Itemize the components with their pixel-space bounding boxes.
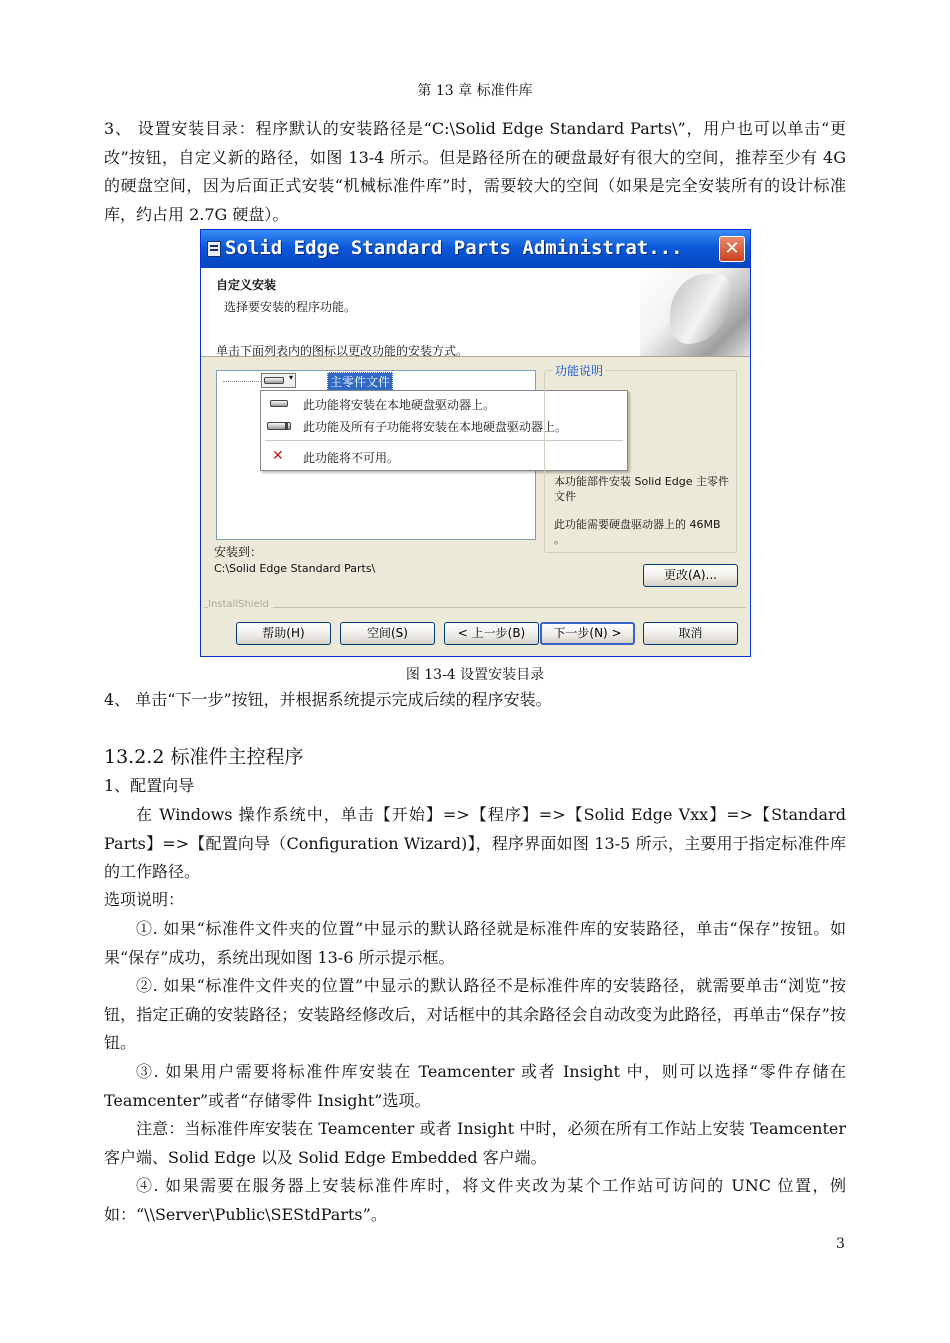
back-button[interactable]: < 上一步(B) — [444, 622, 539, 645]
change-button[interactable]: 更改(A)... — [643, 564, 738, 587]
options-label: 选项说明： — [104, 890, 185, 909]
dialog-titlebar[interactable] — [201, 230, 750, 268]
section-heading: 13.2.2 标准件主控程序 — [104, 746, 304, 768]
installer-dialog-screenshot — [200, 229, 751, 657]
step-4-paragraph: 4、 单击“下一步”按钮，并根据系统提示完成后续的程序安装。 — [104, 690, 552, 709]
page-number: 3 — [836, 1236, 845, 1252]
intro-paragraph: 在 Windows 操作系统中，单击【开始】=>【程序】=>【Solid Edge Vxx】=>【Standard Parts】=>【配置向导（Configuration Wizard)】，程序界面如图 13-5 所示，主要用于指定标准件库的工作路径。 — [104, 805, 846, 881]
dialog-subheading: 选择要安装的程序功能。 — [224, 300, 357, 314]
tree-item-main-part-files[interactable]: 主零件文件 — [327, 372, 393, 391]
close-icon[interactable]: ✕ — [719, 236, 745, 262]
unavailable-x-icon: ✕ — [272, 448, 284, 464]
install-path: C:\Solid Edge Standard Parts\ — [214, 562, 376, 575]
menu-item-label: 此功能将安装在本地硬盘驱动器上。 — [303, 398, 496, 412]
dialog-title: Solid Edge Standard Parts Administrat... — [225, 237, 683, 259]
menu-item-label: 此功能及所有子功能将安装在本地硬盘驱动器上。 — [303, 420, 568, 434]
note-paragraph: 注意：当标准件库安装在 Teamcenter 或者 Insight 中时，必须在所有工作站上安装 Teamcenter 客户端、Solid Edge 以及 Solid Edge Embedded 客户端。 — [104, 1119, 846, 1167]
hard-drive-multi-icon — [267, 422, 291, 430]
dialog-instruction: 单击下面列表内的图标以更改功能的安装方式。 — [216, 344, 469, 358]
description-legend: 功能说明 — [555, 364, 604, 378]
hard-drive-icon — [270, 400, 288, 407]
install-to-label: 安装到： — [214, 545, 263, 559]
chevron-down-icon: ▾ — [288, 373, 293, 382]
next-button[interactable]: 下一步(N) > — [540, 622, 635, 645]
page-curl-graphic — [640, 268, 750, 356]
cancel-button[interactable]: 取消 — [643, 622, 738, 645]
option-3-paragraph: ③. 如果用户需要将标准件库安装在 Teamcenter 或者 Insight 中，则可以选择“零件存储在 Teamcenter”或者“存储零件 Insight”选项。 — [104, 1062, 846, 1110]
step-3-paragraph: 3、 设置安装目录：程序默认的安装路径是“C:\Solid Edge Standard Parts\”，用户也可以单击“更改”按钮，自定义新的路径，如图 13-4 所示。但是路径所在的硬盘最好有很大的空间，推荐至少有 4G 的硬盘空间，因为后面正式安装“机械标准件库”时，需要较大的空间（如果是完全安装所有的设计标准库，约占用 2.7G 硬盘）。 — [104, 119, 846, 224]
tree-connector-line — [223, 381, 261, 382]
feature-description: 本功能部件安装 Solid Edge 主零件文件 — [554, 475, 729, 503]
feature-space-required: 此功能需要硬盘驱动器上的 46MB 。 — [554, 518, 721, 546]
option-4-paragraph: ④. 如果需要在服务器上安装标准件库时，将文件夹改为某个工作站可访问的 UNC 位置，例如：“\\Server\Public\SEStdParts”。 — [104, 1176, 846, 1224]
figure-caption: 图 13-4 设置安装目录 — [405, 667, 545, 683]
option-2-paragraph: ②. 如果“标准件文件夹的位置”中显示的默认路径不是标准件库的安装路径，就需要单击“浏览”按钮，指定正确的安装路径；安装路经修改后，对话框中的其余路径会自动改变为此路径，再单击“保存”按钮。 — [104, 976, 846, 1052]
installer-app-icon — [207, 241, 221, 257]
dialog-heading: 自定义安装 — [216, 278, 277, 292]
installshield-divider — [204, 607, 746, 609]
help-button[interactable]: 帮助(H) — [236, 622, 331, 645]
option-1-paragraph: ①. 如果“标准件文件夹的位置”中显示的默认路径就是标准件库的安装路径，单击“保存”按钮。如果“保存”成功，系统出现如图 13-6 所示提示框。 — [104, 919, 846, 967]
feature-state-dropdown[interactable] — [261, 373, 296, 388]
space-button[interactable]: 空间(S) — [340, 622, 435, 645]
configuration-wizard-subheading: 1、配置向导 — [104, 776, 195, 795]
menu-item-label: 此功能将不可用。 — [303, 451, 400, 465]
installshield-label: InstallShield — [208, 599, 273, 610]
hard-drive-icon — [264, 377, 284, 384]
feature-description-group — [544, 364, 737, 553]
page-header: 第 13 章 标准件库 — [417, 83, 533, 99]
